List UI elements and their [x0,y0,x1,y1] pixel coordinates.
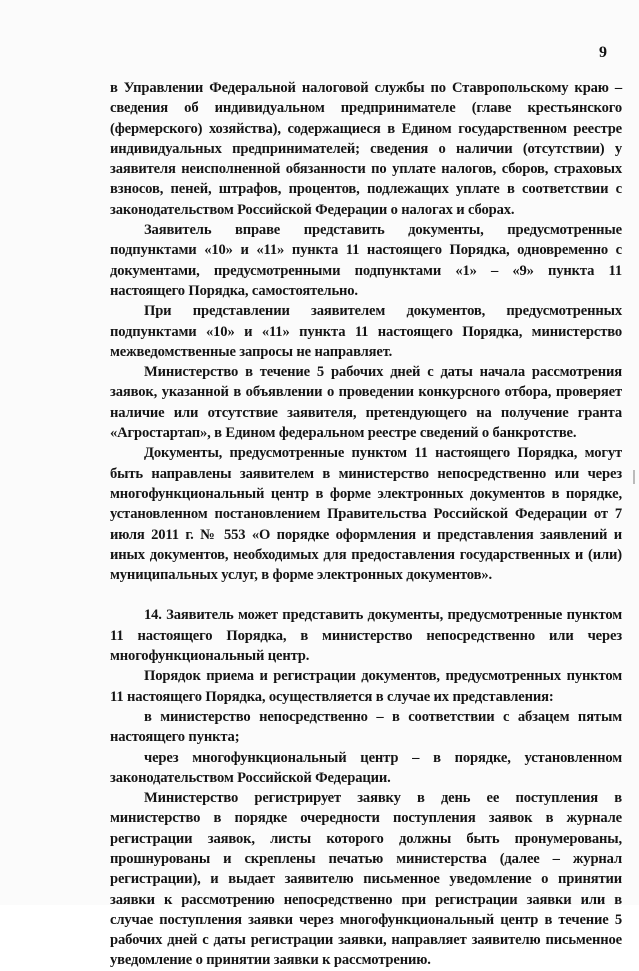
paragraph-tax-service-info: в Управлении Федеральной налоговой службы по Ставропольскому краю – сведения об индивидуальном предпринимателе (главе крестьянского (фермерского) хозяйства), содержащиеся в Едином государственном реестре индивидуальных предпринимателей; сведения о наличии (отсутствии) у заявителя неисполненной обязанности по уплате налогов, сборов, страховых взносов, пеней, штрафов, процентов, подлежащих уплате в соответствии с законодательством Российской Федерации о налогах и сборах. [110,80,622,218]
paragraph-reception-order: Порядок приема и регистрации документов, предусмотренных пунктом 11 настоящего Порядка, осуществляется в случае их представления: [110,668,622,705]
paragraph-bankruptcy-check: Министерство в течение 5 рабочих дней с даты начала рассмотрения заявок, указанной в объявлении о проведении конкурсного отбора, проверяет наличие или отсутствие заявителя, претендующего на получение гранта «Агростартап», в Едином федеральном реестре сведений о банкротстве. [110,364,622,442]
paragraph-applicant-right: Заявитель вправе представить документы, предусмотренные подпунктами «10» и «11» пункта 11 настоящего Порядка, одновременно с документами, предусмотренными подпунктами «1» – «9» пункта 11 настоящего Порядка, самостоятельно. [110,222,622,299]
paragraph-section-14: 14. Заявитель может представить документы, предусмотренные пунктом 11 настоящего Порядка, в министерство непосредственно или через многофункциональный центр. [110,607,622,665]
paragraph-mfc-submission: через многофункциональный центр – в порядке, установленном законодательством Российской Федерации. [110,749,622,786]
paragraph-registration: Министерство регистрирует заявку в день ее поступления в министерство в порядке очередности поступления заявок в журнале регистрации заявок, листы которого должны быть пронумерованы, прошнурованы и скреплены печатью министерства (далее – журнал регистрации), и выдает заявителю письменное уведомление о принятии заявки к рассмотрению непосредственно при регистрации заявки или в случае поступления заявки через многофункциональный центр в течение 5 рабочих дней с даты регистрации заявки, направляет заявителю письменное уведомление о принятии заявки к рассмотрению. [110,790,622,969]
paragraph-no-interagency-requests: При представлении заявителем документов, предусмотренных подпунктами «10» и «11» пункта 11 настоящего Порядка, министерство межведомственные запросы не направляет. [110,303,622,360]
page-number: 9 [599,44,607,61]
document-body [110,78,622,971]
section-gap [110,585,622,605]
paragraph-direct-submission: в министерство непосредственно – в соответствии с абзацем пятым настоящего пункта; [110,708,622,746]
paragraph-electronic-documents: Документы, предусмотренные пунктом 11 настоящего Порядка, могут быть направлены заявителем в министерство непосредственно или через многофункциональный центр в форме электронных документов в порядке, установленном постановлением Правительства Российской Федерации от 7 июля 2011 г. № 553 «О порядке оформления и представления заявлений и иных документов, необходимых для предоставления государственных и (или) муниципальных услуг, в форме электронных документов». [110,445,622,584]
scan-margin-mark [633,470,635,484]
